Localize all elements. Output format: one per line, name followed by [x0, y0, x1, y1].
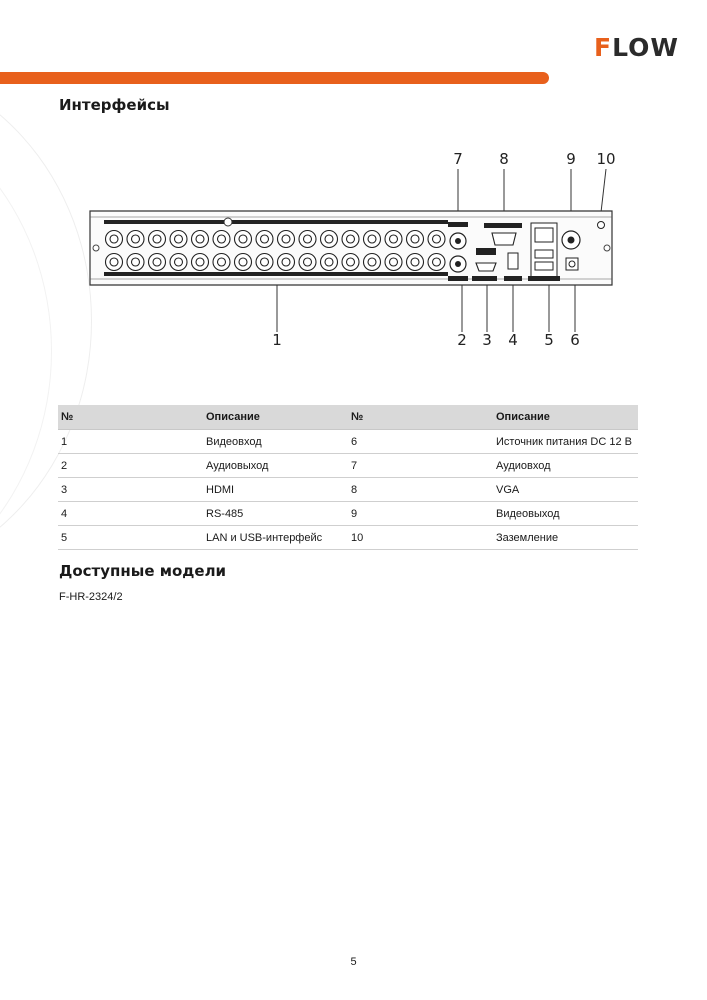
callout-10: 10: [596, 150, 616, 168]
bnc-connector-core: [132, 235, 140, 243]
callout-2: 2: [457, 331, 467, 349]
callout-8: 8: [499, 150, 509, 168]
brand-logo: FLOW: [594, 33, 679, 62]
table-row: [58, 430, 638, 454]
bnc-connector-core: [347, 258, 355, 266]
table-cell: HDMI: [203, 478, 348, 502]
bnc-connector-core: [175, 235, 183, 243]
table-cell: 4: [58, 502, 203, 526]
bnc-connector-core: [368, 235, 376, 243]
bnc-connector-core: [411, 258, 419, 266]
table-cell: Источник питания DC 12 В: [493, 430, 638, 454]
page-number: 5: [350, 956, 357, 968]
table-row: [58, 502, 638, 526]
table-header-row: [58, 405, 638, 430]
table-cell: Видеовыход: [493, 502, 638, 526]
header-number-1: №: [58, 405, 203, 430]
table-row: [58, 526, 638, 550]
callout-3: 3: [482, 331, 492, 349]
bnc-connector-core: [132, 258, 140, 266]
bnc-connector-core: [347, 235, 355, 243]
callout-6: 6: [570, 331, 580, 349]
bnc-connector-core: [261, 235, 269, 243]
table-cell: 8: [348, 478, 493, 502]
bnc-connector-core: [239, 235, 247, 243]
table-cell: 3: [58, 478, 203, 502]
callout-5: 5: [544, 331, 554, 349]
table-cell: Видеовход: [203, 430, 348, 454]
bnc-connector-core: [218, 258, 226, 266]
bnc-connector-core: [390, 258, 398, 266]
bnc-connector-core: [282, 258, 290, 266]
rear-panel-diagram: [80, 145, 625, 355]
bnc-connector-core: [239, 258, 247, 266]
model-name: F-HR-2324/2: [59, 591, 123, 603]
table-cell: 9: [348, 502, 493, 526]
bnc-connector-core: [433, 235, 441, 243]
bnc-connector-core: [196, 235, 204, 243]
bnc-connector-core: [196, 258, 204, 266]
table-cell: Заземление: [493, 526, 638, 550]
callout-1: 1: [272, 331, 282, 349]
header-description-1: Описание: [203, 405, 348, 430]
bnc-connector-core: [282, 235, 290, 243]
bnc-connector-core: [110, 235, 118, 243]
bnc-connector-core: [153, 235, 161, 243]
header-description-2: Описание: [493, 405, 638, 430]
bnc-connector-core: [304, 235, 312, 243]
callout-4: 4: [508, 331, 518, 349]
bnc-connector-core: [153, 258, 161, 266]
table-cell: RS-485: [203, 502, 348, 526]
table-cell: 2: [58, 454, 203, 478]
section-title-interfaces: Интерфейсы: [59, 96, 170, 114]
table-cell: 6: [348, 430, 493, 454]
bnc-connector-core: [175, 258, 183, 266]
bnc-connector-core: [110, 258, 118, 266]
bnc-connector-core: [325, 235, 333, 243]
bnc-connector-core: [325, 258, 333, 266]
table-cell: 5: [58, 526, 203, 550]
table-row: [58, 478, 638, 502]
table-cell: Аудиовход: [493, 454, 638, 478]
bnc-connector-core: [433, 258, 441, 266]
table-cell: 1: [58, 430, 203, 454]
bnc-connector-core: [368, 258, 376, 266]
bnc-connector-core: [218, 235, 226, 243]
section-title-models: Доступные модели: [59, 562, 227, 580]
bnc-connector-core: [411, 235, 419, 243]
bnc-connector-core: [390, 235, 398, 243]
table-cell: LAN и USB-интерфейс: [203, 526, 348, 550]
table-cell: 10: [348, 526, 493, 550]
table-row: [58, 454, 638, 478]
bnc-connector-core: [304, 258, 312, 266]
callout-7: 7: [453, 150, 463, 168]
header-number-2: №: [348, 405, 493, 430]
interfaces-table: [58, 405, 638, 550]
table-cell: Аудиовыход: [203, 454, 348, 478]
table-cell: VGA: [493, 478, 638, 502]
bnc-connector-core: [261, 258, 269, 266]
callout-9: 9: [566, 150, 576, 168]
table-cell: 7: [348, 454, 493, 478]
header-accent-bar: [0, 72, 549, 84]
